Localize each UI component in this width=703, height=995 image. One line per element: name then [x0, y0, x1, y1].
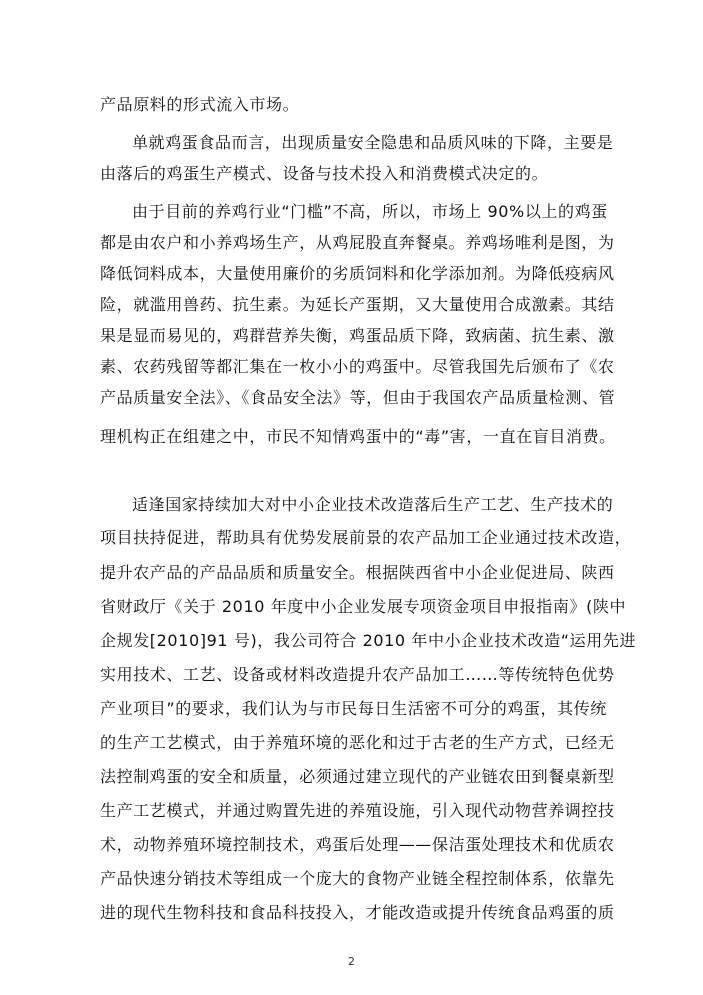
paragraph-line: 险，就滥用兽药、抗生素。为延长产蛋期，又大量使用合成激素。其结: [100, 295, 615, 314]
paragraph-line: 果是显而易见的，鸡群营养失衡，鸡蛋品质下降，致病菌、抗生素、激: [100, 326, 615, 345]
paragraph-line: 产品原料的形式流入市场。: [100, 95, 300, 114]
paragraph-line: 术，动物养殖环境控制技术，鸡蛋后处理——保洁蛋处理技术和优质农: [100, 835, 615, 854]
paragraph-line: 都是由农户和小养鸡场生产，从鸡屁股直奔餐桌。养鸡场唯利是图，为: [100, 233, 615, 252]
paragraph-line: 企规发[2010]91 号)，我公司符合 2010 年中小企业技术改造“运用先进: [100, 631, 637, 650]
paragraph-line: 生产工艺模式，并通过购置先进的养殖设施，引入现代动物营养调控技: [100, 801, 615, 820]
paragraph-line: 进的现代生物科技和食品科技投入，才能改造或提升传统食品鸡蛋的质: [100, 903, 615, 922]
paragraph-line: 适逢国家持续加大对中小企业技术改造落后生产工艺、生产技术的: [132, 495, 614, 514]
paragraph-line: 产业项目”的要求，我们认为与市民每日生活密不可分的鸡蛋，其传统: [100, 699, 607, 718]
paragraph-line: 由于目前的养鸡行业“门槛”不高，所以，市场上 90%以上的鸡蛋: [132, 202, 608, 221]
paragraph-line: 产品质量安全法》、《食品安全法》等，但由于我国农产品质量检测、管: [100, 388, 616, 407]
paragraph-line: 提升农产品的产品品质和质量安全。根据陕西省中小企业促进局、陕西: [100, 563, 615, 582]
paragraph-line: 单就鸡蛋食品而言，出现质量安全隐患和品质风味的下降，主要是: [132, 133, 614, 152]
paragraph-line: 由落后的鸡蛋生产模式、设备与技术投入和消费模式决定的。: [100, 164, 549, 183]
page-number: 2: [348, 955, 355, 968]
paragraph-line: 项目扶持促进，帮助具有优势发展前景的农产品加工企业通过技术改造，: [100, 528, 632, 547]
paragraph-line: 实用技术、工艺、设备或材料改造提升农产品加工……等传统特色优势: [100, 665, 615, 684]
paragraph-line: 的生产工艺模式，由于养殖环境的恶化和过于古老的生产方式，已经无: [100, 733, 615, 752]
paragraph-line: 降低饲料成本，大量使用廉价的劣质饲料和化学添加剂。为降低疫病风: [100, 264, 615, 283]
paragraph-line: 理机构正在组建之中，市民不知情鸡蛋中的“毒”害，一直在盲目消费。: [100, 427, 616, 446]
paragraph-line: 省财政厅《关于 2010 年度中小企业发展专项资金项目申报指南》(陕中: [100, 597, 627, 616]
paragraph-line: 法控制鸡蛋的安全和质量，必须通过建立现代的产业链农田到餐桌新型: [100, 767, 615, 786]
paragraph-line: 产品快速分销技术等组成一个庞大的食物产业链全程控制体系，依靠先: [100, 869, 615, 888]
paragraph-line: 素、农药残留等都汇集在一枚小小的鸡蛋中。尽管我国先后颁布了《农: [100, 357, 615, 376]
